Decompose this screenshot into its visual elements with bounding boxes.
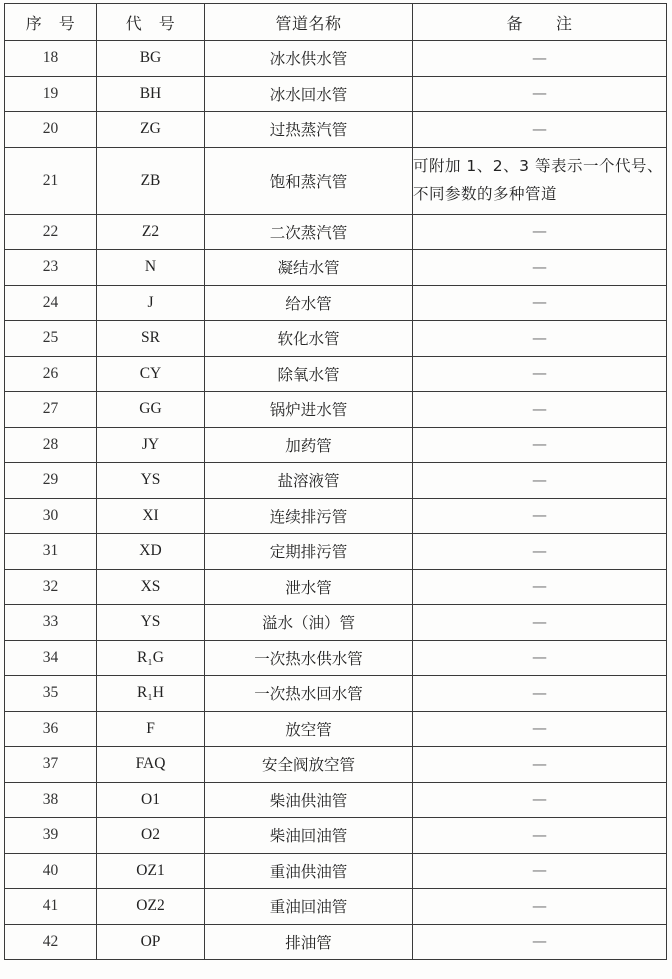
cell-number (5, 214, 97, 250)
cell-pipe-name-text: 饱和蒸汽管 (269, 172, 348, 191)
cell-number (5, 356, 97, 392)
cell-note-text: — (532, 648, 547, 667)
cell-note (413, 924, 667, 960)
cell-pipe-name-text: 溢水（油）管 (261, 614, 355, 633)
cell-number-text: 26 (42, 364, 59, 382)
cell-pipe-name (205, 321, 413, 357)
cell-note-text: — (532, 364, 547, 383)
cell-note (413, 640, 667, 676)
cell-note-text: — (532, 612, 547, 631)
table-row (5, 214, 667, 250)
cell-code-text: Z2 (141, 222, 160, 240)
table-row (5, 112, 667, 148)
cell-code-text: O2 (141, 826, 160, 844)
cell-note (413, 889, 667, 925)
cell-note-text: — (532, 541, 547, 560)
cell-note-text: — (532, 719, 547, 738)
cell-note-text: — (532, 932, 547, 951)
cell-code-text: O1 (141, 790, 160, 808)
pipe-code-table (4, 3, 667, 960)
cell-code (97, 41, 205, 77)
cell-note (413, 321, 667, 357)
cell-note-text: — (532, 435, 547, 454)
cell-number (5, 569, 97, 605)
cell-code-text: BG (139, 49, 162, 67)
table-row (5, 818, 667, 854)
cell-code (97, 818, 205, 854)
cell-number-text: 27 (42, 400, 59, 418)
cell-pipe-name (205, 782, 413, 818)
cell-code (97, 147, 205, 214)
cell-pipe-name (205, 147, 413, 214)
table-row (5, 285, 667, 321)
cell-code-text: SR (141, 329, 160, 347)
cell-code (97, 392, 205, 428)
cell-pipe-name-text: 一次热水回水管 (254, 685, 363, 704)
cell-code-text: N (144, 258, 157, 276)
table-row (5, 498, 667, 534)
table-row (5, 711, 667, 747)
cell-number (5, 711, 97, 747)
cell-note-text: — (532, 683, 547, 702)
header-num: 序 号 (5, 4, 97, 41)
cell-number-text: 36 (42, 719, 59, 737)
table-row (5, 569, 667, 605)
cell-code (97, 214, 205, 250)
cell-number (5, 924, 97, 960)
cell-code-text: CY (139, 364, 162, 382)
cell-pipe-name (205, 285, 413, 321)
cell-number-text: 20 (42, 120, 59, 138)
cell-note (413, 747, 667, 783)
cell-pipe-name (205, 41, 413, 77)
cell-note (413, 214, 667, 250)
cell-code (97, 676, 205, 712)
cell-code (97, 534, 205, 570)
cell-pipe-name-text: 重油回油管 (269, 898, 348, 917)
cell-number (5, 112, 97, 148)
cell-number (5, 392, 97, 428)
cell-number (5, 782, 97, 818)
cell-number-text: 21 (42, 171, 59, 189)
cell-number-text: 42 (42, 932, 59, 950)
cell-code (97, 924, 205, 960)
cell-pipe-name-text: 排油管 (285, 933, 332, 952)
cell-pipe-name (205, 534, 413, 570)
cell-number-text: 30 (42, 506, 59, 524)
table-row (5, 392, 667, 428)
cell-number (5, 889, 97, 925)
table-row (5, 605, 667, 641)
cell-pipe-name-text: 定期排污管 (269, 543, 348, 562)
cell-number (5, 321, 97, 357)
cell-number (5, 76, 97, 112)
cell-note (413, 782, 667, 818)
cell-pipe-name (205, 76, 413, 112)
cell-note-text: — (532, 257, 547, 276)
cell-code-text: OZ1 (136, 861, 165, 879)
cell-pipe-name (205, 392, 413, 428)
cell-note-text: — (532, 825, 547, 844)
cell-note-text: — (532, 790, 547, 809)
cell-pipe-name (205, 640, 413, 676)
cell-note (413, 818, 667, 854)
table-row (5, 853, 667, 889)
table-row (5, 924, 667, 960)
cell-number-text: 19 (42, 84, 59, 102)
cell-note (413, 427, 667, 463)
cell-code (97, 711, 205, 747)
cell-note-text: — (532, 48, 547, 67)
cell-note-text: — (532, 399, 547, 418)
cell-note (413, 392, 667, 428)
cell-code (97, 112, 205, 148)
cell-code (97, 76, 205, 112)
cell-code-text: OZ2 (136, 897, 165, 915)
cell-note-text: — (532, 754, 547, 773)
cell-number-text: 24 (42, 293, 59, 311)
cell-pipe-name (205, 711, 413, 747)
cell-code-text: BH (139, 84, 162, 102)
cell-number (5, 147, 97, 214)
cell-code (97, 782, 205, 818)
cell-note (413, 711, 667, 747)
cell-code (97, 853, 205, 889)
table-row (5, 534, 667, 570)
cell-code-text: YS (140, 471, 161, 489)
cell-pipe-name-text: 二次蒸汽管 (269, 223, 348, 242)
cell-pipe-name (205, 924, 413, 960)
table-row (5, 782, 667, 818)
cell-number (5, 818, 97, 854)
cell-code-text: XS (140, 577, 161, 595)
cell-code-text: J (147, 293, 154, 311)
cell-code (97, 463, 205, 499)
cell-number-text: 41 (42, 897, 59, 915)
cell-note-text: — (532, 506, 547, 525)
cell-pipe-name (205, 853, 413, 889)
cell-pipe-name (205, 427, 413, 463)
cell-pipe-name (205, 818, 413, 854)
cell-pipe-name (205, 605, 413, 641)
cell-note (413, 605, 667, 641)
cell-pipe-name (205, 112, 413, 148)
cell-number (5, 498, 97, 534)
cell-number (5, 285, 97, 321)
cell-pipe-name-text: 安全阀放空管 (261, 756, 355, 775)
cell-number-text: 23 (42, 258, 59, 276)
cell-note (413, 250, 667, 286)
cell-code-text: OP (140, 932, 161, 950)
cell-note (413, 569, 667, 605)
cell-code-text: ZB (140, 171, 161, 189)
cell-note (413, 147, 667, 214)
cell-note (413, 41, 667, 77)
cell-pipe-name (205, 356, 413, 392)
cell-pipe-name-text: 重油供油管 (269, 862, 348, 881)
cell-code-text: R₁G (137, 648, 164, 666)
cell-number (5, 534, 97, 570)
cell-code (97, 427, 205, 463)
cell-code-text: YS (140, 613, 161, 631)
cell-code (97, 889, 205, 925)
cell-number-text: 32 (42, 577, 59, 595)
cell-note-text: 可附加 1、2、3 等表示一个代号、不同参数的多种管道 (413, 157, 663, 203)
table-row (5, 321, 667, 357)
table-body (5, 41, 667, 960)
cell-number-text: 38 (42, 790, 59, 808)
cell-number-text: 34 (42, 648, 59, 666)
cell-number (5, 853, 97, 889)
cell-code-text: ZG (140, 120, 161, 138)
cell-number-text: 33 (42, 613, 59, 631)
cell-number-text: 39 (42, 826, 59, 844)
cell-number-text: 29 (42, 471, 59, 489)
cell-pipe-name (205, 676, 413, 712)
cell-note-text: — (532, 119, 547, 138)
cell-note (413, 498, 667, 534)
cell-number (5, 41, 97, 77)
table-row (5, 76, 667, 112)
cell-number (5, 676, 97, 712)
cell-number (5, 463, 97, 499)
cell-code (97, 747, 205, 783)
cell-number-text: 28 (42, 435, 59, 453)
cell-pipe-name-text: 柴油供油管 (269, 791, 348, 810)
header-note: 备 注 (413, 4, 667, 41)
cell-note (413, 356, 667, 392)
cell-pipe-name-text: 过热蒸汽管 (269, 121, 348, 140)
cell-pipe-name-text: 连续排污管 (269, 507, 348, 526)
cell-pipe-name-text: 柴油回油管 (269, 827, 348, 846)
cell-pipe-name-text: 凝结水管 (277, 259, 340, 278)
cell-number-text: 25 (42, 329, 59, 347)
cell-note-text: — (532, 222, 547, 241)
cell-number-text: 18 (42, 49, 59, 67)
cell-number (5, 640, 97, 676)
table-row (5, 147, 667, 214)
cell-number (5, 250, 97, 286)
cell-code (97, 321, 205, 357)
table-row (5, 427, 667, 463)
cell-pipe-name (205, 889, 413, 925)
cell-pipe-name (205, 747, 413, 783)
table-row (5, 250, 667, 286)
cell-note-text: — (532, 896, 547, 915)
cell-pipe-name-text: 锅炉进水管 (269, 401, 348, 420)
cell-code (97, 285, 205, 321)
cell-code (97, 250, 205, 286)
cell-note (413, 534, 667, 570)
cell-number (5, 605, 97, 641)
cell-code-text: GG (139, 400, 162, 418)
cell-note (413, 112, 667, 148)
cell-code-text: XD (139, 542, 162, 560)
table-row (5, 889, 667, 925)
cell-pipe-name (205, 214, 413, 250)
cell-pipe-name (205, 463, 413, 499)
cell-number-text: 37 (42, 755, 59, 773)
table-header-row (5, 4, 667, 41)
cell-code (97, 640, 205, 676)
cell-number-text: 22 (42, 222, 59, 240)
header-code: 代 号 (97, 4, 205, 41)
cell-note (413, 853, 667, 889)
table-row (5, 356, 667, 392)
cell-pipe-name-text: 加药管 (285, 436, 332, 455)
cell-pipe-name-text: 放空管 (285, 720, 332, 739)
cell-code (97, 605, 205, 641)
cell-number-text: 40 (42, 861, 59, 879)
cell-note (413, 76, 667, 112)
table-row (5, 640, 667, 676)
cell-code-text: R₁H (137, 684, 164, 702)
cell-pipe-name-text: 给水管 (285, 294, 332, 313)
cell-note (413, 285, 667, 321)
header-name: 管道名称 (205, 4, 413, 41)
cell-note-text: — (532, 84, 547, 103)
cell-pipe-name-text: 盐溶液管 (277, 472, 340, 491)
cell-note-text: — (532, 470, 547, 489)
cell-code-text: XI (142, 506, 159, 524)
cell-note (413, 463, 667, 499)
cell-code (97, 498, 205, 534)
cell-code-text: FAQ (135, 755, 166, 773)
table-row (5, 747, 667, 783)
cell-note (413, 676, 667, 712)
cell-pipe-name-text: 泄水管 (285, 578, 332, 597)
cell-number (5, 747, 97, 783)
cell-code (97, 569, 205, 605)
table-row (5, 463, 667, 499)
cell-code-text: F (146, 719, 155, 737)
cell-pipe-name-text: 软化水管 (277, 330, 340, 349)
cell-note-text: — (532, 293, 547, 312)
cell-code (97, 356, 205, 392)
cell-pipe-name (205, 250, 413, 286)
cell-pipe-name-text: 一次热水供水管 (254, 649, 363, 668)
cell-number-text: 35 (42, 684, 59, 702)
cell-code-text: JY (141, 435, 160, 453)
cell-number (5, 427, 97, 463)
cell-pipe-name-text: 冰水回水管 (269, 85, 348, 104)
cell-number-text: 31 (42, 542, 59, 560)
cell-pipe-name (205, 498, 413, 534)
cell-note-text: — (532, 328, 547, 347)
cell-pipe-name-text: 冰水供水管 (269, 50, 348, 69)
cell-pipe-name (205, 569, 413, 605)
cell-note-text: — (532, 577, 547, 596)
cell-note-text: — (532, 861, 547, 880)
table-row (5, 41, 667, 77)
table-row (5, 676, 667, 712)
cell-pipe-name-text: 除氧水管 (277, 365, 340, 384)
